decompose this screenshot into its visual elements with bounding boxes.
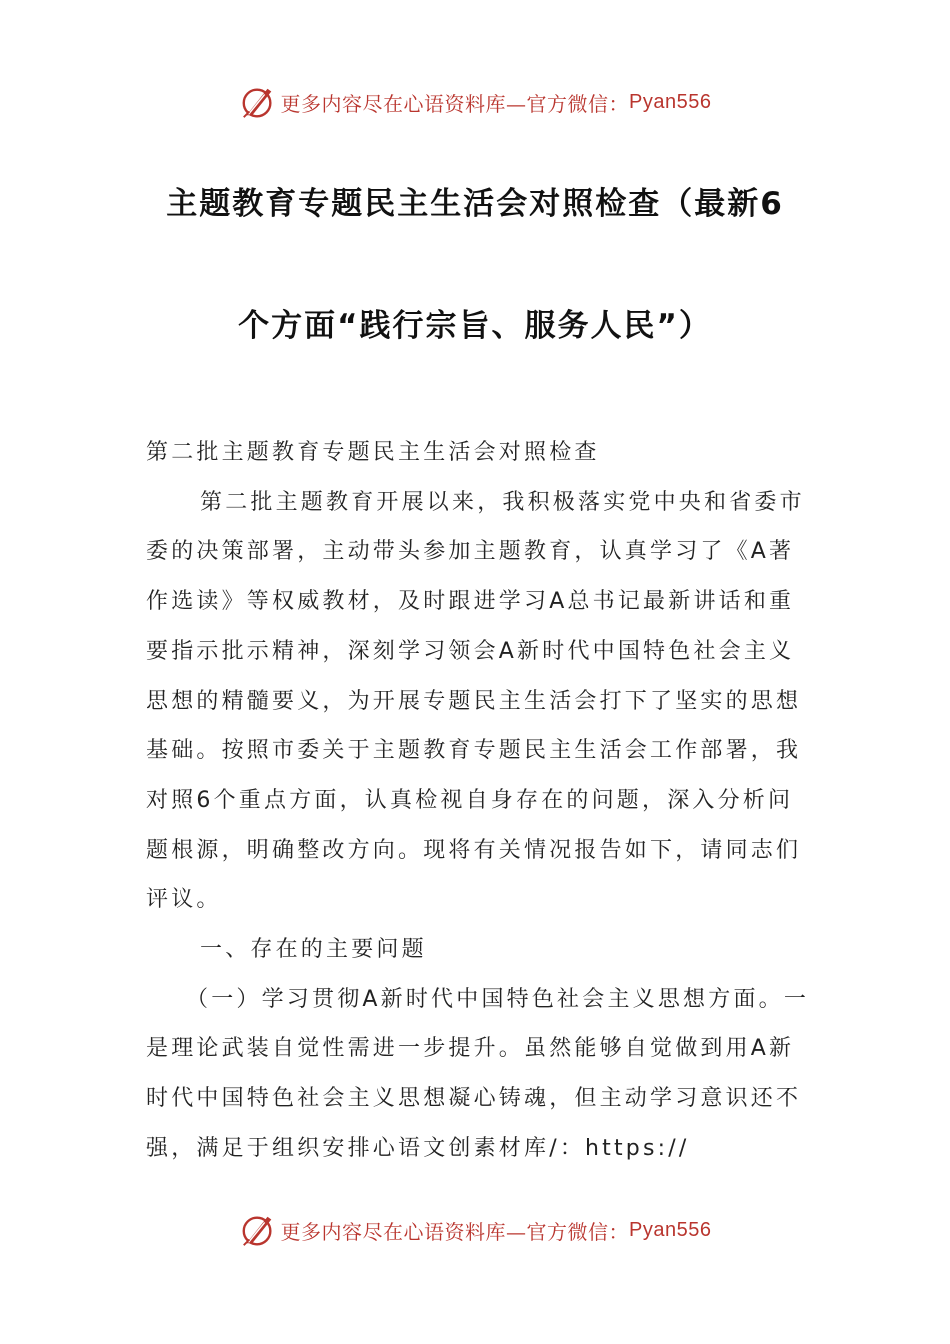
section-paragraph: （一）学习贯彻A新时代中国特色社会主义思想方面。一是理论武装自觉性需进一步提升。虽然能够自觉做到用A新时代中国特色社会主义思想凝心铸魂，但主动学习意识还不强，满足于组织安排心语文创素材库/：https://: [146, 986, 810, 1161]
header-banner: [0, 82, 950, 122]
header-banner-text: 更多内容尽在心语资料库—官方微信：: [280, 91, 630, 116]
document-subtitle: 第二批主题教育专题民主生活会对照检查: [146, 440, 600, 465]
section-heading: 一、存在的主要问题: [200, 937, 427, 963]
document-body: [146, 428, 814, 1174]
page-title-line-2: 个方面“践行宗旨、服务人民”）: [238, 308, 712, 344]
header-wechat-id: Pyan556: [629, 90, 712, 113]
quill-pen-logo-icon: [239, 83, 277, 121]
footer-banner: [0, 1210, 950, 1250]
intro-paragraph: 第二批主题教育开展以来，我积极落实党中央和省委市委的决策部署，主动带头参加主题教育，认真学习了《A著作选读》等权威教材，及时跟进学习A总书记最新讲话和重要指示批示精神，深刻学习领会A新时代中国特色社会主义思想的精髓要义，为开展专题民主生活会打下了坚实的思想基础。按照市委关于主题教育专题民主生活会工作部署，我对照6个重点方面，认真检视自身存在的问题，深入分析问题根源，明确整改方向。现将有关情况报告如下，请同志们评议。: [146, 489, 805, 913]
quill-pen-logo-icon: [239, 1211, 277, 1249]
footer-wechat-id: Pyan556: [629, 1218, 712, 1241]
footer-banner-text: 更多内容尽在心语资料库—官方微信：: [280, 1219, 630, 1244]
page-title-line-1: 主题教育专题民主生活会对照检查（最新6: [166, 186, 784, 222]
